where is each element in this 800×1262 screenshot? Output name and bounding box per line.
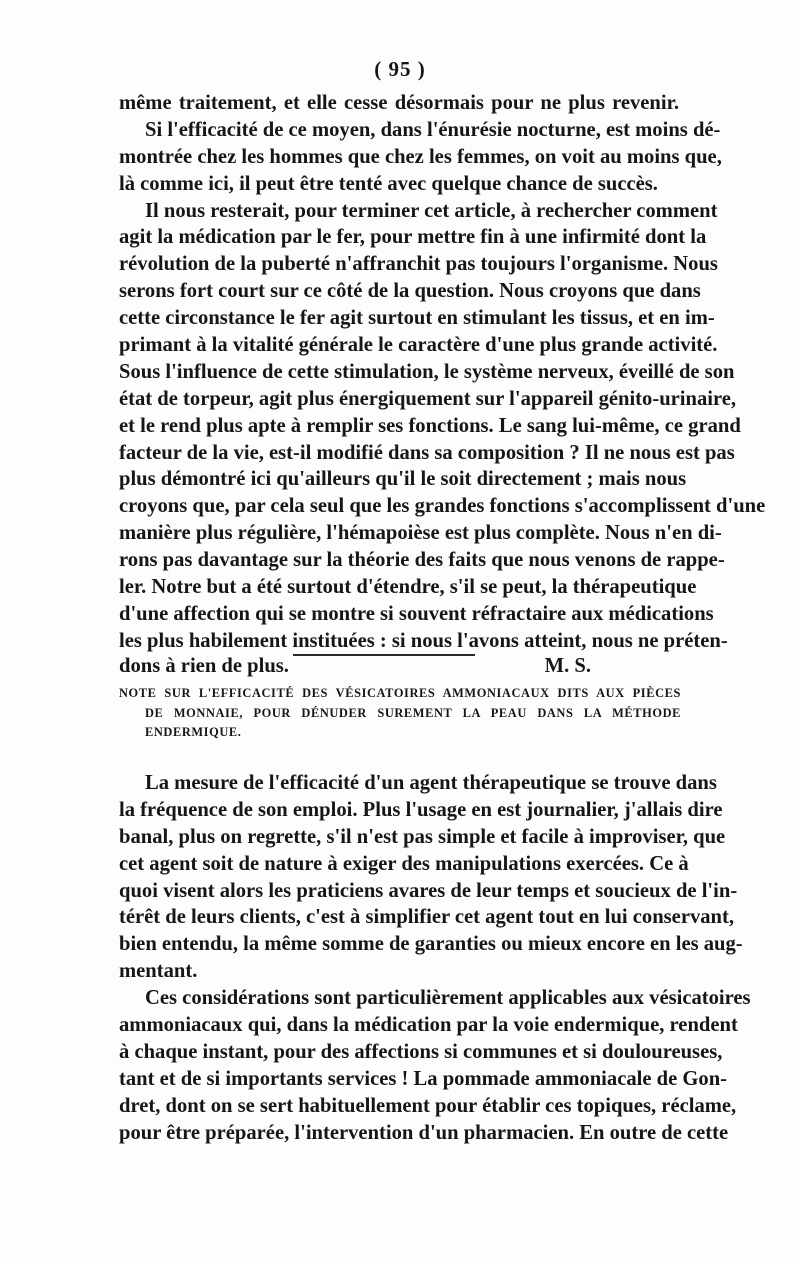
paragraph-1 — [119, 90, 722, 198]
text-line: mentant. — [119, 960, 198, 983]
text-line: et le rend plus apte à remplir ses fonctions. Le sang lui-même, ce grand — [119, 414, 741, 437]
heading-line: NOTE SUR L'EFFICACITÉ DES VÉSICATOIRES AMMONIACAUX DITS AUX PIÈCES — [119, 686, 681, 700]
text-line: rons pas davantage sur la théorie des faits que nous venons de rappe- — [119, 549, 725, 572]
text-line: manière plus régulière, l'hémapoièse est plus complète. Nous n'en di- — [119, 522, 722, 545]
paragraph-2 — [119, 198, 766, 655]
paragraph-3 — [119, 770, 743, 985]
text-line: montrée chez les hommes que chez les femmes, on voit au moins que, — [119, 145, 722, 168]
text-line: dons à rien de plus. — [119, 654, 289, 677]
author-signature: M. S. — [544, 654, 591, 677]
text-line: la fréquence de son emploi. Plus l'usage en est journalier, j'allais dire — [119, 798, 723, 821]
text-line: cet agent soit de nature à exiger des manipulations exercées. Ce à — [119, 852, 689, 875]
text-line: là comme ici, il peut être tenté avec quelque chance de succès. — [119, 172, 658, 195]
text-line: serons fort court sur ce côté de la question. Nous croyons que dans — [119, 280, 701, 303]
text-line: d'une affection qui se montre si souvent réfractaire aux médications — [119, 602, 714, 625]
text-line: dret, dont on se sert habituellement pour établir ces topiques, réclame, — [119, 1094, 737, 1117]
text-line: les plus habilement instituées : si nous l'avons atteint, nous ne préten- — [119, 629, 728, 652]
text-line: La mesure de l'efficacité d'un agent thérapeutique se trouve dans — [145, 772, 717, 794]
text-line: térêt de leurs clients, c'est à simplifier cet agent tout en lui conservant, — [119, 906, 735, 929]
page-number: ( 95 ) — [374, 57, 426, 81]
note-heading — [119, 684, 681, 743]
text-line: tant et de si importants services ! La pommade ammoniacale de Gon- — [119, 1067, 728, 1090]
text-line: Sous l'influence de cette stimulation, le système nerveux, éveillé de son — [119, 360, 735, 383]
text-line: Si l'efficacité de ce moyen, dans l'énurésie nocturne, est moins dé- — [145, 118, 721, 141]
text-line: quoi visent alors les praticiens avares de leur temps et soucieux de l'in- — [119, 879, 738, 902]
text-line: bien entendu, la même somme de garanties ou mieux encore en les aug- — [119, 933, 743, 956]
text-line: révolution de la puberté n'affranchit pas toujours l'organisme. Nous — [119, 253, 718, 276]
text-line: croyons que, par cela seul que les grandes fonctions s'accomplissent d'une — [119, 495, 766, 518]
text-line: plus démontré ici qu'ailleurs qu'il le soit directement ; mais nous — [119, 468, 687, 491]
text-line: ler. Notre but a été surtout d'étendre, s'il se peut, la thérapeutique — [119, 576, 697, 599]
paragraph-4 — [119, 985, 751, 1146]
text-line: cette circonstance le fer agit surtout en stimulant les tissus, et en im- — [119, 307, 715, 330]
heading-line: DE MONNAIE, POUR DÉNUDER SUREMENT LA PEAU DANS LA MÉTHODE — [145, 705, 681, 720]
closing-line — [119, 655, 679, 682]
section-divider — [293, 654, 475, 656]
text-line: facteur de la vie, est-il modifié dans sa composition ? Il ne nous est pas — [119, 441, 735, 464]
heading-line: ENDERMIQUE. — [145, 725, 242, 739]
text-column-top — [119, 90, 766, 682]
text-line: Il nous resterait, pour terminer cet article, à rechercher comment — [145, 199, 718, 222]
text-line: banal, plus on regrette, s'il n'est pas simple et facile à improviser, que — [119, 825, 726, 848]
text-line: agit la médication par le fer, pour mettre fin à une infirmité dont la — [119, 226, 707, 249]
text-line: primant à la vitalité générale le caractère d'une plus grande activité. — [119, 334, 718, 357]
text-line: état de torpeur, agit plus énergiquement sur l'appareil génito-urinaire, — [119, 387, 737, 410]
text-line: Ces considérations sont particulièrement applicables aux vésicatoires — [145, 987, 751, 1010]
text-column-bottom — [119, 770, 751, 1146]
text-line: même traitement, et elle cesse désormais pour ne plus revenir. — [119, 92, 679, 114]
text-line: à chaque instant, pour des affections si communes et si douloureuses, — [119, 1040, 723, 1063]
text-line: ammoniacaux qui, dans la médication par la voie endermique, rendent — [119, 1014, 738, 1037]
text-line: pour être préparée, l'intervention d'un pharmacien. En outre de cette — [119, 1121, 729, 1144]
